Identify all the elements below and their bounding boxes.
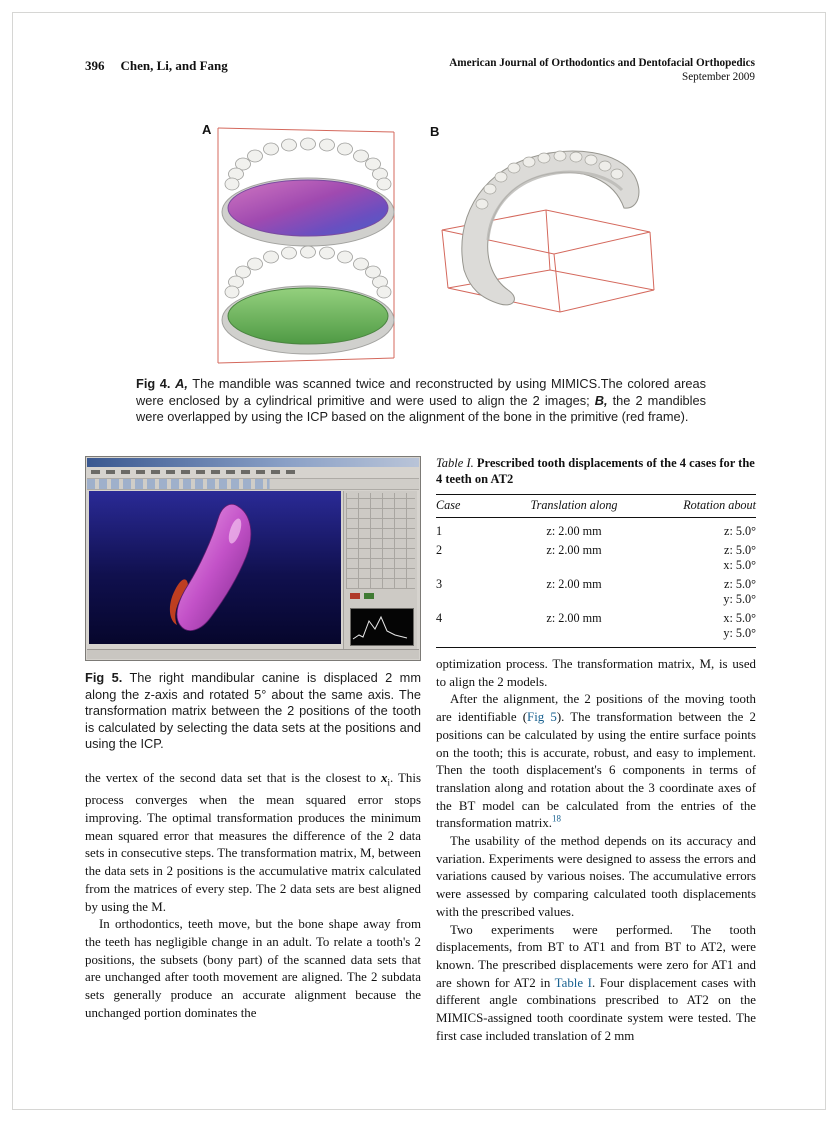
fig4-image-a bbox=[198, 118, 420, 366]
fig4-caption bbox=[136, 376, 706, 426]
table-cell: z: 5.0° x: 5.0° bbox=[723, 543, 756, 572]
mandible-upper-scan bbox=[222, 138, 394, 246]
para-text: After the alignment, the 2 positions of the moving tooth are identifiable ( bbox=[436, 692, 756, 725]
fig4-label-b: B bbox=[430, 124, 440, 139]
table-row bbox=[436, 575, 756, 609]
body-paragraph: The usability of the method depends on its accuracy and variation. Experiments were designed to assess the errors and variations caused by various noises. The accumulative errors were assessed by comparing calculated tooth displacements with the prescribed values. bbox=[436, 834, 756, 919]
fig4-caption-label: Fig 4. bbox=[136, 376, 171, 391]
page-header-left bbox=[85, 58, 228, 74]
fig5-statusbar bbox=[87, 649, 419, 659]
reference-18-link[interactable]: 18 bbox=[551, 814, 561, 825]
column-header-translation: Translation along bbox=[482, 495, 666, 518]
variable-x: x bbox=[381, 771, 388, 785]
fig4-caption-b: B, bbox=[594, 392, 608, 408]
table-cell: z: 2.00 mm bbox=[546, 543, 602, 557]
table-cell: z: 2.00 mm bbox=[546, 524, 602, 538]
fig5-caption-label: Fig 5. bbox=[85, 670, 123, 685]
table-row bbox=[436, 609, 756, 648]
table-title-text: Prescribed tooth displacements of the 4 cases for the 4 teeth on AT2 bbox=[436, 456, 755, 486]
table-header-row bbox=[436, 495, 756, 518]
fig4-label-a: A bbox=[202, 122, 212, 137]
column-header-rotation: Rotation about bbox=[666, 495, 756, 518]
fig5-canvas bbox=[89, 491, 341, 644]
subscript-i: i bbox=[387, 777, 390, 788]
mandible-lower-scan bbox=[222, 246, 394, 354]
para-text: . This process converges when the mean squared error stops improving. The optimal transformation produces the minimum mean squared error that measures the difference of the 2 data sets in consecutive steps. The transformation matrix, M, between the data sets in 2 positions is the accumulative matrix calculated from the matrices of every step. The 2 data sets are best aligned by using the M. bbox=[85, 771, 421, 914]
body-paragraph: optimization process. The transformation matrix, M, is used to align the 2 models. bbox=[436, 657, 756, 689]
body-paragraph: In orthodontics, teeth move, but the bone shape away from the teeth has negligible change in an adult. To relate a tooth's 2 positions, the subsets (bony part) of the scanned data sets that are unchanged after tooth movement are aligned. The 2 subdata sets generally produce an accurate alignment because the unchanged portion dominates the bbox=[85, 917, 421, 1020]
figure-5-link[interactable]: Fig 5 bbox=[527, 710, 557, 725]
table-row bbox=[436, 541, 756, 575]
fig4-image-b bbox=[424, 120, 664, 325]
para-text: Two experiments were performed. The tooth displacements, from BT to AT1 and from BT to AT2, were known. The prescribed displacements were zero for AT1 and are shown for AT2 in bbox=[436, 922, 756, 990]
table-cell: z: 5.0° bbox=[724, 524, 756, 538]
body-paragraph bbox=[436, 922, 756, 1046]
table-cell: 4 bbox=[436, 611, 443, 625]
fig5-icon-grid bbox=[346, 493, 415, 589]
table-1-link[interactable]: Table I bbox=[554, 975, 592, 990]
para-text: the vertex of the second data set that is the closest to bbox=[85, 771, 381, 785]
body-paragraph bbox=[85, 770, 421, 916]
fig5-red-chip bbox=[350, 593, 360, 599]
fig5-side-panel bbox=[343, 491, 417, 649]
table-cell: z: 5.0° y: 5.0° bbox=[723, 577, 756, 606]
fig5-histogram bbox=[350, 608, 414, 646]
fig5-menubar bbox=[87, 467, 419, 479]
fig4-caption-text-b: the 2 mandibles were overlapped by using the ICP based on the alignment of the bone in the primitive (red frame). bbox=[136, 392, 707, 425]
table-body bbox=[436, 518, 756, 648]
page-header-right bbox=[449, 56, 755, 84]
fig5-caption-text: The right mandibular canine is displaced 2 mm along the z-axis and rotated 5° about the same axis. The transformation matrix between the 2 positions of the tooth is calculated by selecting the data sets at the positions and using the ICP. bbox=[85, 670, 421, 752]
para-text: ). The transformation between the 2 positions can be calculated by using the entire surface points on the tooth; this is accurate, robust, and easy to implement. Then the tooth displacement's 6 components in terms of translation along and rotation about the 3 coordinate axes of the BT model can be calculated from the entries of the transformation matrix. bbox=[436, 710, 756, 831]
table-cell: 3 bbox=[436, 577, 443, 591]
body-paragraph bbox=[436, 691, 756, 833]
fig5-green-chip bbox=[364, 593, 374, 599]
table-cell: x: 5.0° y: 5.0° bbox=[723, 611, 756, 640]
table-row bbox=[436, 518, 756, 542]
para-text: . Four displacement cases with different angle combinations prescribed to AT2 on the MIMICS-assigned tooth coordinate system were tested. The first case included translation of 2 mm bbox=[436, 975, 757, 1043]
body-column-right bbox=[436, 656, 756, 1045]
fig5-screenshot bbox=[85, 456, 421, 661]
table-label: Table I. bbox=[436, 456, 474, 470]
table-cell: 2 bbox=[436, 543, 443, 557]
fig4-caption-text-a: The mandible was scanned twice and reconstructed by using MIMICS.The colored areas were enclosed by a cylindrical primitive and were used to align the 2 images; bbox=[136, 376, 706, 408]
journal-name: American Journal of Orthodontics and Dentofacial Orthopedics bbox=[449, 57, 755, 69]
table-cell: z: 2.00 mm bbox=[546, 577, 602, 591]
table-title bbox=[436, 455, 756, 487]
issue-date: September 2009 bbox=[681, 71, 755, 83]
table-1 bbox=[436, 455, 756, 648]
fig4-caption-a: A, bbox=[175, 376, 188, 391]
column-header-case: Case bbox=[436, 495, 482, 518]
fig5-menu-text-blur bbox=[91, 470, 297, 474]
fig5-titlebar bbox=[87, 458, 419, 467]
table-cell: z: 2.00 mm bbox=[546, 611, 602, 625]
fig5-caption bbox=[85, 670, 421, 753]
tooth-render bbox=[89, 491, 341, 644]
running-authors: Chen, Li, and Fang bbox=[120, 58, 228, 73]
fig5-toolbar bbox=[87, 479, 419, 490]
table-cell: 1 bbox=[436, 524, 443, 538]
body-column-left bbox=[85, 770, 421, 1022]
page-number: 396 bbox=[85, 58, 105, 73]
table-grid bbox=[436, 494, 756, 648]
